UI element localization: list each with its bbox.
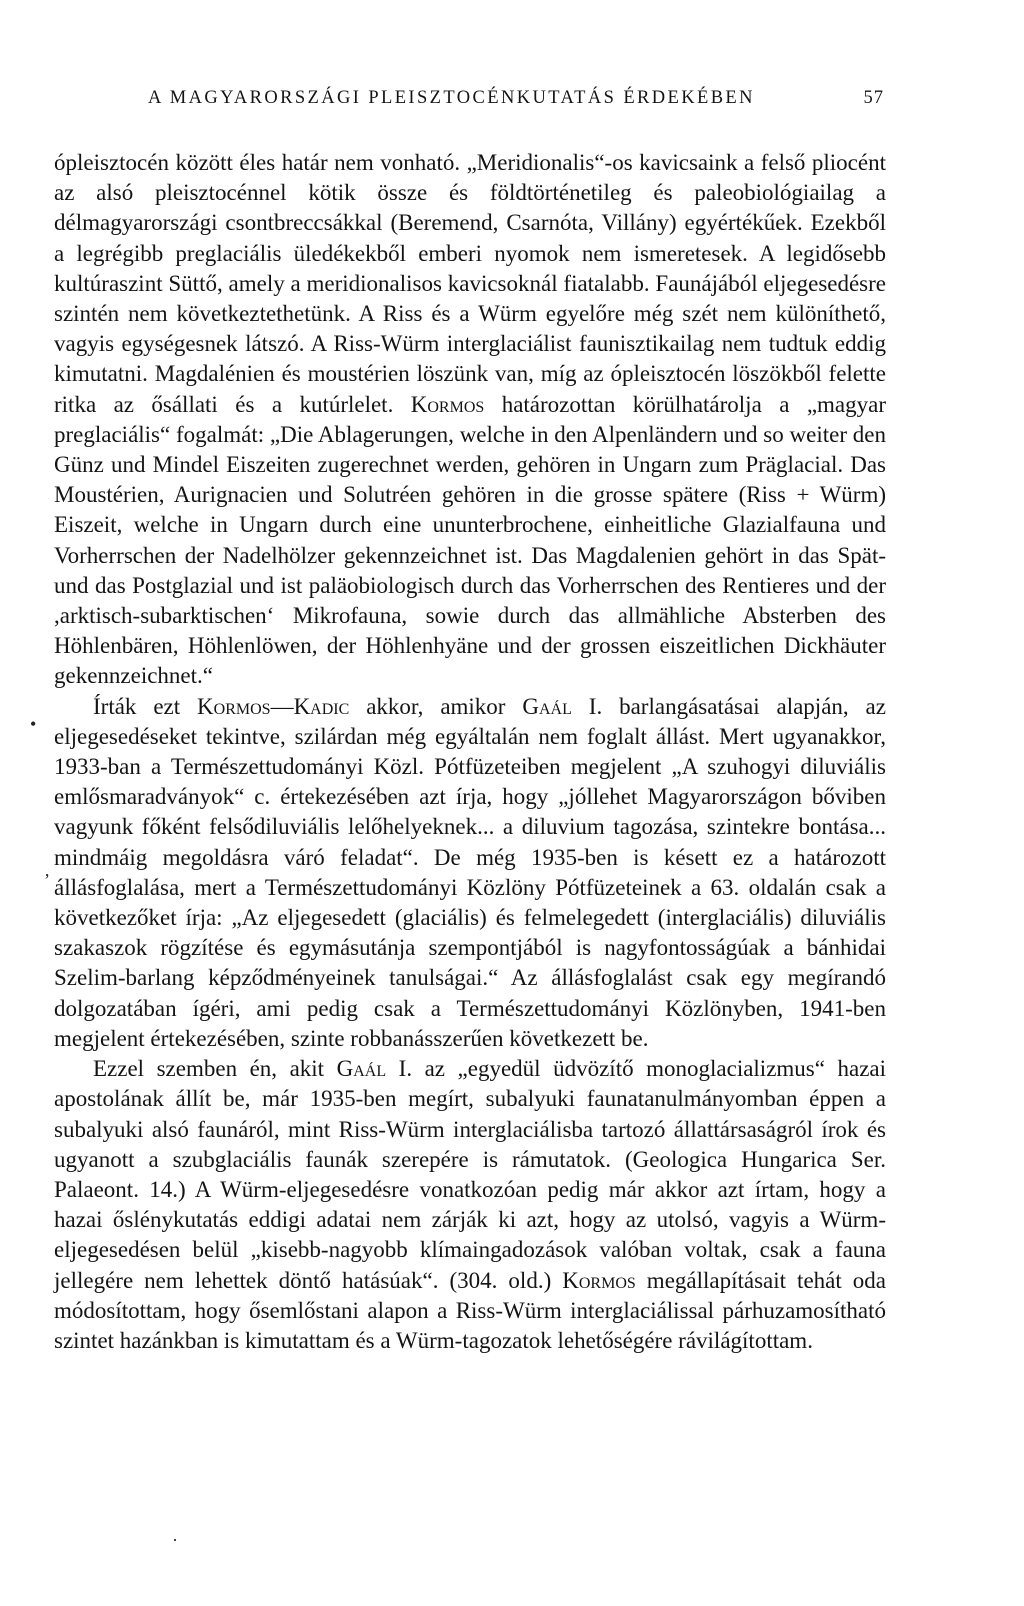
- paragraph-1-text-a: ópleisztocén között éles határ nem vonható. „Meridionalis“-os kavicsaink a felső pliocént az alsó pleisztocénnel kötik össze és földtörténetileg és paleobiológiailag a délmagyarországi csontbreccsákkal (Beremend, Csarnóta, Villány) egyértékűek. Ezekből a legrégibb preglaciális üledékekből emberi nyomok nem ismeretesek. A legidősebb kultúraszint Süttő, amely a meridionalisos kavicsoknál fiatalabb. Faunájából eljegesedésre szintén nem következtethetünk. A Riss és a Würm egyelőre még szét nem különíthető, vagyis egységesnek látszó. A Riss-Würm interglaciálist faunisztikailag nem tudtuk eddig kimutatni. Magdalénien és moustérien löszünk van, míg az ópleisztocén löszökből felette ritka az ősállati és a kutúrlelet.: [54, 150, 886, 417]
- page-number: 57: [863, 88, 884, 108]
- scan-speck: ʼ: [44, 870, 50, 890]
- paragraph-3-text-a: Ezzel szemben én, akit: [93, 1056, 337, 1082]
- paragraph-2-text-a: Írták ezt: [93, 693, 198, 719]
- paragraph-3: [54, 1054, 886, 1356]
- paragraph-1-text-b: határozottan körülhatárolja a „magyar preglaciális“ fogalmát: „Die Ablagerungen, welche in den Alpenländern und so weiter den Günz und Mindel Eiszeiten zugerechnet werden, gehören in Ungarn zum Präglacial. Das Moustérien, Aurignacien und Solutréen gehören in die grosse spätere (Riss + Würm) Eiszeit, welche in Ungarn durch eine ununterbrochene, einheitliche Glazialfauna und Vorherrschen der Nadelhölzer gekennzeichnet ist. Das Magdalenien gehört in das Spät- und das Postglazial und ist paläobiologisch durch das Vorherrschen des Rentieres und der ,arktisch-subarktischen‘ Mikrofauna, sowie durch das allmähliche Absterben des Höhlenbären, Höhlenlöwen, der Höhlenhyäne und der grossen eiszeitlichen Dickhäuter gekennzeichnet.“: [54, 391, 886, 689]
- running-title: A MAGYARORSZÁGI PLEISZTOCÉNKUTATÁS ÉRDEKÉBEN: [148, 88, 755, 108]
- running-header: [148, 88, 884, 114]
- scan-speck: ·: [172, 1530, 178, 1550]
- scan-speck: •: [30, 714, 37, 734]
- paragraph-3-text-b: I. az „egyedül üdvözítő monoglacializmus“ hazai apostolának állít be, már 1935-ben megírt, subalyuki faunatanulmányomban éppen a subalyuki alsó faunáról, mint Riss-Würm interglaciálisba tartozó állattársaságról írok és ugyanott a szubglaciális faunák szerepére is rámutatok. (Geologica Hungarica Ser. Palaeont. 14.) A Würm-eljegesedésre vonatkozóan pedig már akkor azt írtam, hogy a hazai őslénykutatás eddigi adatai nem zárják ki azt, hogy az utolsó, vagyis a Würm-eljegesedésen belül „kisebb-nagyobb klímaingadozások valóban voltak, csak a fauna jellegére nem lehettek döntő hatásúak“. (304. old.): [54, 1056, 887, 1293]
- paragraph-2: [54, 692, 886, 1054]
- body-text: [54, 148, 886, 1356]
- author-name: Gaál: [336, 1056, 387, 1082]
- author-name: Kormos: [562, 1267, 636, 1293]
- paragraph-1: [54, 148, 886, 692]
- author-name: Kormos: [410, 391, 485, 417]
- paragraph-2-text-b: akkor, amikor: [349, 693, 523, 719]
- paragraph-3-text-c: megállapításait tehát oda módosítottam, hogy ősemlőstani alapon a Riss-Würm interglaciálissal párhuzamosítható szintet hazánkban is kimutattam és a Würm-tagozatok lehetőségére rávilágítottam.: [54, 1267, 886, 1353]
- paragraph-2-text-c: I. barlangásatásai alapján, az eljegesedéseket tekintve, szilárdan még egyáltalán nem foglalt állást. Mert ugyanakkor, 1933-ban a Természettudományi Közl. Pótfüzeteiben megjelent „A szuhogyi diluviális emlősmaradványok“ c. értekezésében azt írja, hogy „jóllehet Magyarországon bőviben vagyunk főként felsődiluviális lelőhelyeknek... a diluvium tagozása, szintekre bontása... mindmáig megoldásra váró feladat“. De még 1935-ben is késett ez a határozott állásfoglalása, mert a Természettudományi Közlöny Pótfüzeteinek a 63. oldalán csak a következőket írja: „Az eljegesedett (glaciális) és felmelegedett (interglaciális) diluviális szakaszok rögzítése és egymásutánja szempontjából is nagyfontosságúak a bánhidai Szelim-barlang képződményeinek tanulságai.“ Az állásfoglalást csak egy megírandó dolgozatában ígéri, ami pedig csak a Természettudományi Közlönyben, 1941-ben megjelent értekezésében, szinte robbanásszerűen következett be.: [54, 693, 886, 1051]
- author-name: Kormos—Kadic: [197, 693, 350, 719]
- author-name: Gaál: [522, 693, 572, 719]
